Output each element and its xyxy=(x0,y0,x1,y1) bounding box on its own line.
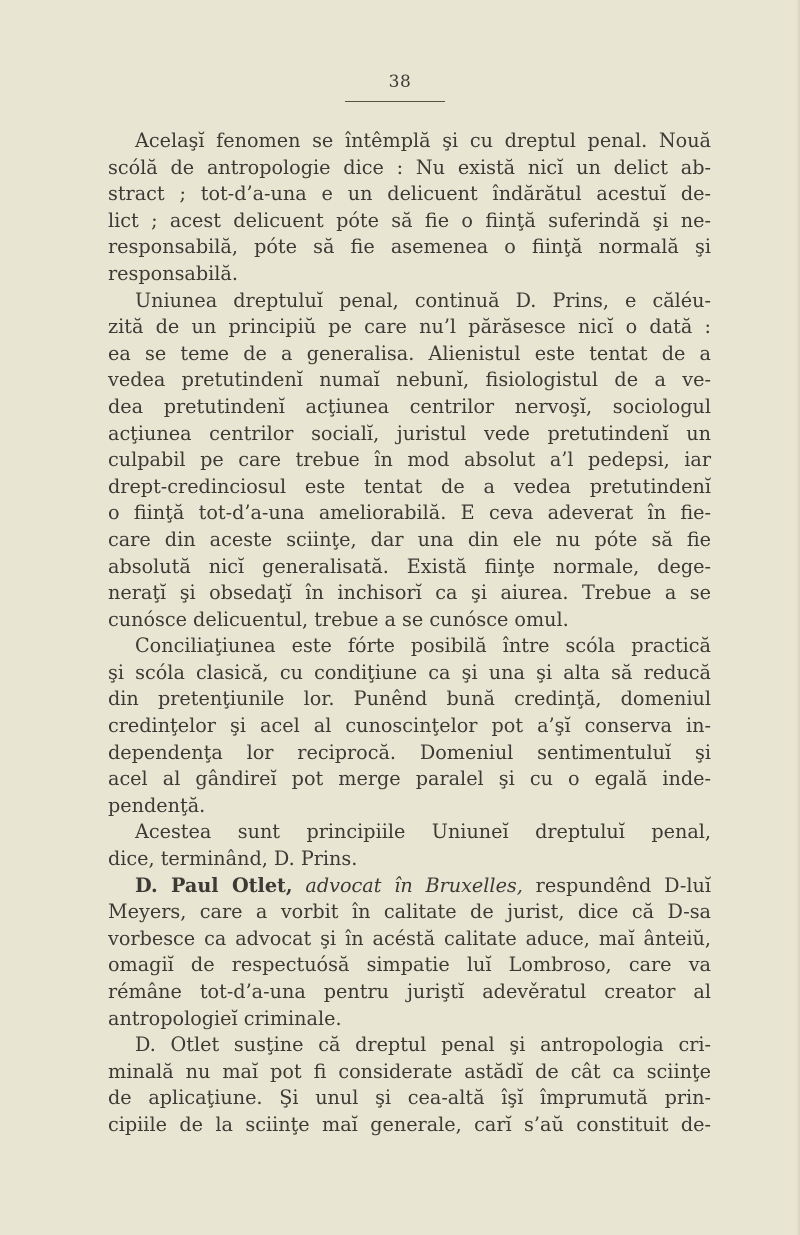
text-line: responsabilă, póte să fie asemenea o fiinţă normală şi xyxy=(108,235,711,259)
page-edge xyxy=(796,0,800,1235)
text-line: lict ; acest delicuent póte să fie o fiinţă suferindă şi ne- xyxy=(108,208,711,232)
body-text xyxy=(108,128,711,1139)
text-line: cipiile de la sciinţe maĭ generale, carĭ s’aŭ constituit de- xyxy=(108,1112,711,1136)
text-line: pendenţă. xyxy=(108,793,206,817)
text-line: drept-credinciosul este tentat de a vedea pretutindenĭ xyxy=(108,474,711,498)
text-line: Acelaşĭ fenomen se întêmplă şi cu dreptul penal. Nouă xyxy=(135,129,711,152)
text-line: Conciliaţiunea este fórte posibilă între scóla practică xyxy=(135,634,711,658)
text-line: dice, terminând, D. Prins. xyxy=(108,847,358,871)
line-rest: respundênd D-luĭ xyxy=(535,873,711,897)
text-line: acţiunea centrilor socialĭ, juristul vede pretutindenĭ un xyxy=(108,421,711,445)
speaker-name: D. Paul Otlet, xyxy=(135,873,293,897)
text-line: zită de un principiŭ pe care nu’l părăsesce nicĭ o dată : xyxy=(108,315,711,339)
text-line: responsabilă. xyxy=(108,261,238,285)
text-line: rémâne tot-d’a-una pentru juriştĭ adevěratul creator al xyxy=(108,980,711,1003)
text-line: de aplicaţiune. Şi unul şi cea-altă îşĭ împrumută prin- xyxy=(108,1086,711,1110)
text-line: ea se teme de a generalisa. Alienistul este tentat de a xyxy=(108,341,711,365)
text-line: acel al gândireĭ pot merge paralel şi cu o egală inde- xyxy=(108,767,711,791)
text-line: stract ; tot-d’a-una e un delicuent îndărătul acestuĭ de- xyxy=(108,182,711,206)
text-line: o fiinţă tot-d’a-una ameliorabilă. E ceva adeverat în fie- xyxy=(108,501,711,525)
text-line: care din aceste sciinţe, dar una din ele nu póte să fie xyxy=(108,527,711,551)
text-line: credinţelor şi acel al cunoscinţelor pot a’şĭ conserva in- xyxy=(108,714,711,738)
text-line: Uniunea dreptuluĭ penal, continuă D. Prins, e căléu- xyxy=(135,288,711,312)
text-line: omagiĭ de respectuósă simpatie luĭ Lombroso, care va xyxy=(108,953,711,977)
text-line: vedea pretutindenĭ numaĭ nebunĭ, fisiologistul de a ve- xyxy=(108,368,711,392)
text-line: culpabil pe care trebue în mod absolut a’l pedepsi, iar xyxy=(108,448,711,472)
text-line: antropologieĭ criminale. xyxy=(108,1006,342,1030)
text-line: cunósce delicuentul, trebue a se cunósce omul. xyxy=(108,607,569,631)
text-line: Meyers, care a vorbit în calitate de jurist, dice că D-sa xyxy=(108,900,711,924)
text-line: din pretenţiunile lor. Punênd bună credinţă, domeniul xyxy=(108,687,711,711)
text-line: absolută nicĭ generalisată. Există fiinţe normale, dege- xyxy=(108,554,711,578)
text-line: dependenţa lor reciprocă. Domeniul sentimentuluĭ şi xyxy=(108,740,711,764)
text-line: minală nu maĭ pot fi considerate astădĭ de cât ca sciinţe xyxy=(108,1059,711,1083)
speaker-role: advocat în Bruxelles, xyxy=(305,873,523,897)
text-line: vorbesce ca advocat şi în acéstă calitate aduce, maĭ ânteiŭ, xyxy=(108,926,711,950)
text-line: şi scóla clasică, cu condiţiune ca şi una şi alta să reducă xyxy=(108,660,711,684)
header-rule xyxy=(345,101,445,102)
text-line: neraţĭ şi obsedaţĭ în inchisorĭ ca şi aiurea. Trebue a se xyxy=(108,581,711,605)
text-line: dea pretutindenĭ acţiunea centrilor nervoşĭ, sociologul xyxy=(108,394,711,418)
text-line: Acestea sunt principiile Uniuneĭ dreptuluĭ penal, xyxy=(135,820,711,844)
page-number: 38 xyxy=(388,72,412,92)
text-line xyxy=(108,873,711,900)
text-line: scólă de antropologie dice : Nu există nicĭ un delict ab- xyxy=(108,155,711,179)
text-line: D. Otlet susţine că dreptul penal şi antropologia cri- xyxy=(135,1033,711,1057)
